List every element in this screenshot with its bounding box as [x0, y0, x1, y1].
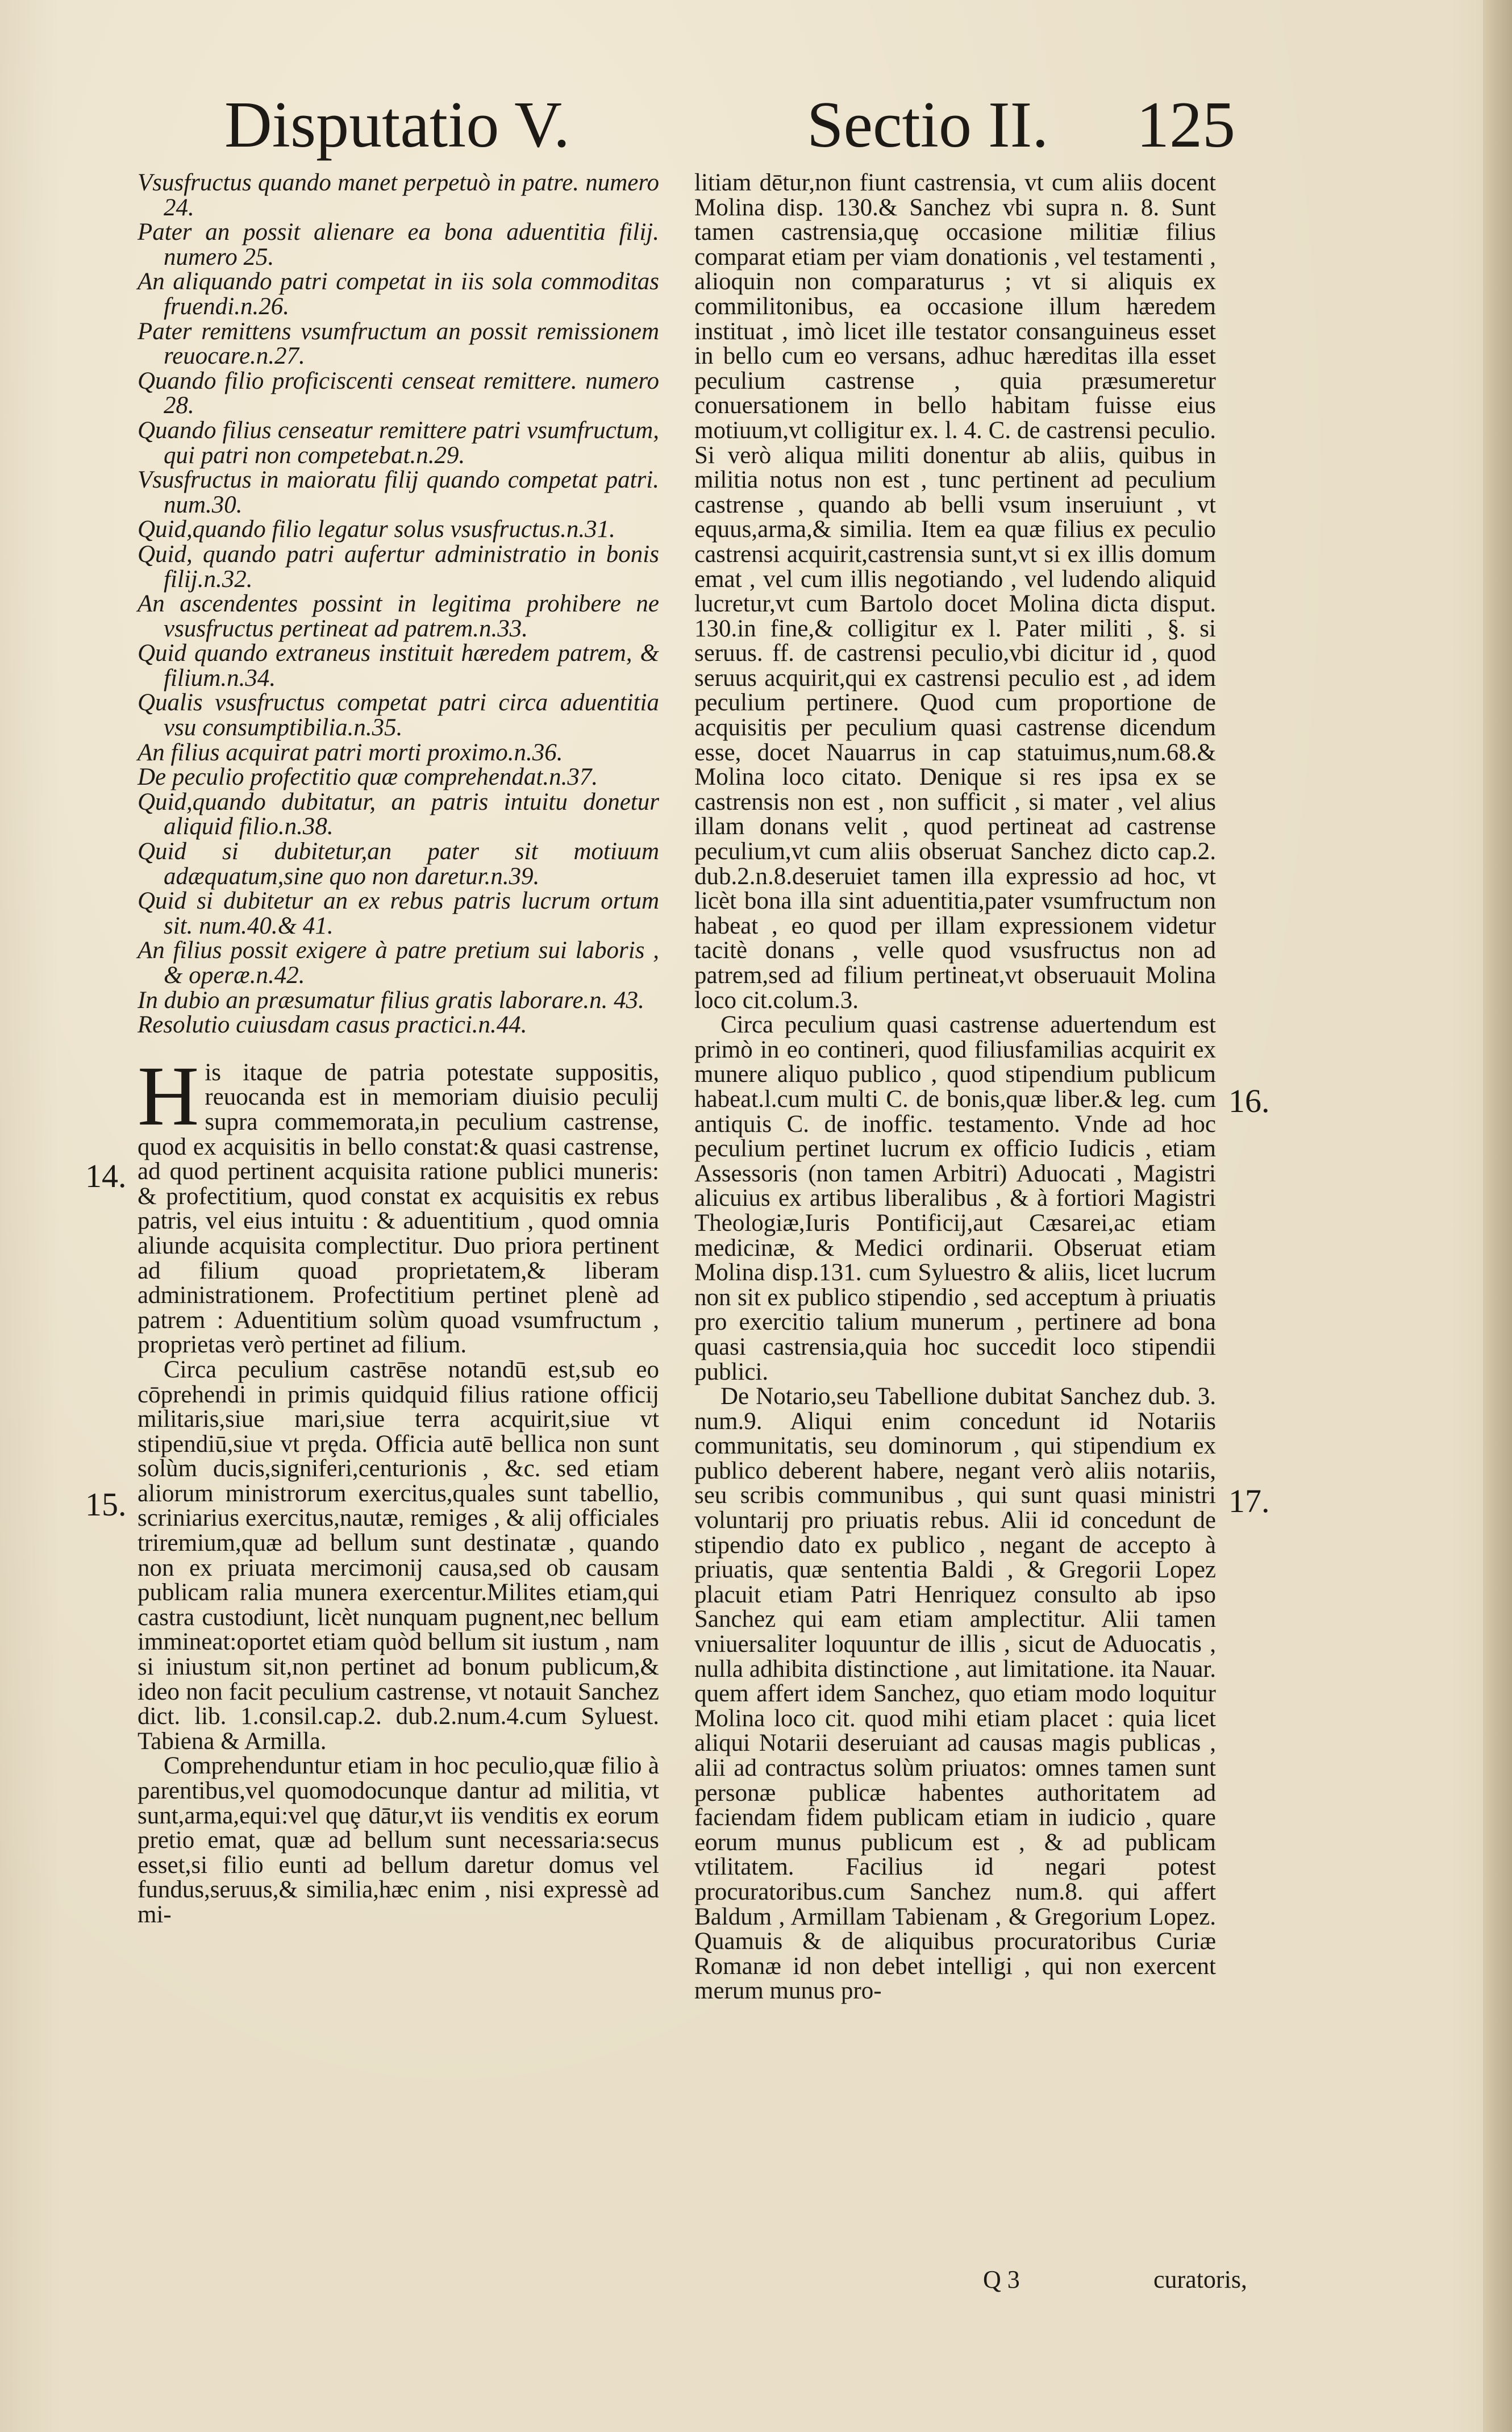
- summary-item: Quid si dubitetur,an pater sit motiuum adæquatum,sine quo non daretur.n.39.: [138, 838, 659, 890]
- summary-item: An filius possit exigere à patre pretium sui laboris , & operæ.n.42.: [138, 937, 659, 989]
- summary-item: De peculio profectitio quæ comprehendat.n.37.: [138, 764, 598, 791]
- summary-item: An filius acquirat patri morti proximo.n.36.: [138, 739, 563, 766]
- margin-number: 15.: [85, 1486, 127, 1523]
- summary-item: Pater remittens vsumfructum an possit remissionem reuocare.n.27.: [138, 318, 659, 370]
- summary-item: Vsusfructus quando manet perpetuò in patre. numero 24.: [138, 169, 659, 221]
- summary-item: Qualis vsusfructus competat patri circa aduentitia vsu consumptibilia.n.35.: [138, 689, 659, 742]
- page-edge: [1483, 0, 1512, 2432]
- body-paragraph: [138, 1048, 659, 1359]
- summary-item: Quid quando extraneus instituit hæredem patrem, & filium.n.34.: [138, 640, 659, 692]
- paragraph-text: is itaque de patria potestate suppositis, reuocanda est in memoriam diuisio peculij supra commemorata,in peculium castrense, quod ex acquisitis in bello constat:& quasi castrense, ad quod pertinent acquisita ratione publici muneris: & profectitium, quod constat ex acquisitis ex rebus patris, vel eius intuitu : & aduentitium , quod omnia aliunde acquisita complectitur. Duo priora pertinent ad filium quoad proprietatem,& liberam administrationem. Profectitium pertinet plenè ad patrem : Aduentitium solùm quoad vsumfructum , proprietas verò pertinet ad filium.: [138, 1059, 659, 1359]
- summary-item: Quid, quando patri aufertur administratio in bonis filij.n.32.: [138, 540, 659, 593]
- summary-item: Resolutio cuiusdam casus practici.n.44.: [138, 1011, 527, 1039]
- right-column: [694, 170, 1216, 2004]
- summary-item: An ascendentes possint in legitima prohibere ne vsusfructus pertineat ad patrem.n.33.: [138, 590, 659, 642]
- body-paragraph: Circa peculium quasi castrense aduertendum est primò in eo contineri, quod filiusfamilias acquirit ex munere aliquo publico , quod stipendium publicum habeat.l.cum multi C. de bonis,quæ liber.& leg. cum antiquis C. de inoffic. testamento. Vnde ad hoc peculium pertinet lucrum ex officio Iudicis , etiam Assessoris (non tamen Arbitri) Aduocati , Magistri alicuius ex artibus liberalibus , & à fortiori Magistri Theologiæ,Iuris Pontificij,aut Cæsarei,ac etiam medicinæ, & Medici ordinarii. Obseruat etiam Molina disp.131. cum Syluestro & aliis, licet lucrum non sit ex publico stipendio , sed acceptum à priuatis pro exercitio talium munerum , pertinere ad bona quasi castrensia,quia hoc succedit loco stipendii publici.: [694, 1011, 1216, 1385]
- left-column: [138, 170, 659, 1927]
- body-paragraph: litiam dētur,non fiunt castrensia, vt cum aliis docent Molina disp. 130.& Sanchez vbi supra n. 8. Sunt tamen castrensia,quȩ occasione militiæ filius comparat etiam per viam donationis , vel testamenti , alioquin non comparaturus ; vt si aliquis ex commilitonibus, ea occasione illum hæredem instituat , imò licet ille testator consanguineus esset in bello cum eo versans, adhuc hæreditas illa esset peculium castrense , quia præsumeretur conuersationem in bello habitam fuisse eius motiuum,vt colligitur ex. l. 4. C. de castrensi peculio. Si verò aliqua militi donentur ab aliis, quibus in militia notus non est , tunc pertinent ad peculium castrense , quando ab belli vsum inseruiunt , vt equus,arma,& similia. Item ea quæ filius ex peculio castrensi acquirit,castrensia sunt,vt si ex illis domum emat , vel cum illis negotiando , vel ludendo aliquid lucretur,vt cum Bartolo docet Molina dicta disput. 130.in fine,& colligitur ex l. Pater militi , §. si seruus. ff. de castrensi peculio,vbi dicitur id , quod seruus acquirit,qui ex castrensi peculio est , ad idem peculium pertinere. Quod cum proportione de acquisitis per peculium quasi castrense dicendum esse, docet Nauarrus in cap statuimus,num.68.& Molina loco citato. Denique si res ipsa ex se castrensis non est , non sufficit , si mater , vel alius illam donans velit , quod pertineat ad castrense peculium,vt cum aliis obseruat Sanchez dicto cap.2. dub.2.n.8.deseruiet tamen illa expressio ad hoc, vt licèt bona illa sint aduentitia,pater vsumfructum non habeat , eo quod per illam expressionem videtur tacitè donans , velle quod vsusfructus non ad patrem,sed ad filium pertineat,vt obseruauit Molina loco cit.colum.3.: [694, 169, 1216, 1014]
- margin-number: 16.: [1228, 1082, 1270, 1119]
- signature-mark: Q 3: [983, 2266, 1020, 2293]
- body-paragraph: De Notario,seu Tabellione dubitat Sanchez dub. 3. num.9. Aliqui enim concedunt id Notariis communitatis, seu dominorum , qui stipendium ex publico deberent habere, negant verò aliis notariis, seu scribis communibus , qui sunt quasi ministri voluntarij pro priuatis rebus. Alii id concedunt de stipendio dato ex publico , negant de accepto à priuatis, quæ sententia Baldi , & Gregorii Lopez placuit etiam Patri Henriquez consulto ab ipso Sanchez qui eam etiam amplectitur. Alii tamen vniuersaliter loquuntur de illis , sicut de Aduocatis , nulla adhibita distinctione , aut limitatione. ita Nauar. quem affert idem Sanchez, quo etiam modo loquitur Molina loco cit. quod mihi etiam placet : quia licet aliqui Notarii deseruiant ad causas magis publicas , alii ad contractus solùm priuatos: omnes tamen sunt personæ publicæ habentes authoritatem ad faciendam fidem publicam etiam in iudicio , quare eorum munus publicum est , & ad publicam vtilitatem. Facilius id negari potest procuratoribus.cum Sanchez num.8. qui affert Baldum , Armillam Tabienam , & Gregorium Lopez. Quamuis & de aliquibus procuratoribus Curiæ Romanæ id non debet intelligi , qui non exercent merum munus pro-: [694, 1383, 1216, 2005]
- summary-item: Quid si dubitetur an ex rebus patris lucrum ortum sit. num.40.& 41.: [138, 888, 659, 939]
- summary-list: [138, 170, 659, 1038]
- drop-capital: H: [138, 1048, 199, 1143]
- catchword: curatoris,: [1153, 2266, 1247, 2293]
- summary-item: In dubio an præsumatur filius gratis laborare.n. 43.: [138, 986, 644, 1014]
- running-header: [0, 85, 1512, 165]
- summary-item: Quando filius censeatur remittere patri vsumfructum, qui patri non competebat.n.29.: [138, 417, 659, 469]
- page-number: 125: [1136, 89, 1235, 161]
- summary-item: Vsusfructus in maioratu filij quando competat patri. num.30.: [138, 467, 659, 518]
- header-disputatio: Disputatio V.: [224, 89, 570, 161]
- body-paragraph: Circa peculium castrēse notandū est,sub eo cōprehendi in primis quidquid filius ratione officij militaris,siue mari,siue terra acquirit,siue vt stipendiū,siue vt prȩda. Officia autē bellica non sunt solùm ducis,signiferi,centurionis , &c. sed etiam aliorum ministrorum exercitus,quales sunt tabellio, scriniarius exercitus,nautæ, remiges , & alij officiales triremium,quæ ad bellum sunt destinatæ , quando non ex priuata mercimonij causa,sed ob causam publicam ralia munera exercentur.Milites etiam,qui castra custodiunt, licèt nunquam pugnent,nec bellum immineat:oportet etiam quòd bellum sit iustum , nam si iniustum sit,non pertinet ad bonum publicum,& ideo non facit peculium castrense, vt notauit Sanchez dict. lib. 1.consil.cap.2. dub.2.num.4.cum Syluest. Tabiena & Armilla.: [138, 1356, 659, 1755]
- summary-item: Quid,quando dubitatur, an patris intuitu donetur aliquid filio.n.38.: [138, 788, 659, 840]
- summary-item: Pater an possit alienare ea bona aduentitia filij. numero 25.: [138, 219, 659, 270]
- summary-item: An aliquando patri competat in iis sola commoditas fruendi.n.26.: [138, 268, 659, 320]
- margin-number: 14.: [85, 1157, 127, 1194]
- header-sectio: Sectio II.: [807, 89, 1049, 161]
- margin-number: 17.: [1228, 1482, 1270, 1519]
- body-paragraph: Comprehenduntur etiam in hoc peculio,quæ filio à parentibus,vel quomodocunque dantur ad militia, vt sunt,arma,equi:vel quȩ dātur,vt iis venditis ex eorum pretio emat, quæ ad bellum sunt necessaria:secus esset,si filio eunti ad bellum daretur domus vel fundus,seruus,& similia,hæc enim , nisi expressè ad mi-: [138, 1752, 659, 1928]
- summary-item: Quando filio proficiscenti censeat remittere. numero 28.: [138, 367, 659, 419]
- summary-item: Quid,quando filio legatur solus vsusfructus.n.31.: [138, 516, 615, 543]
